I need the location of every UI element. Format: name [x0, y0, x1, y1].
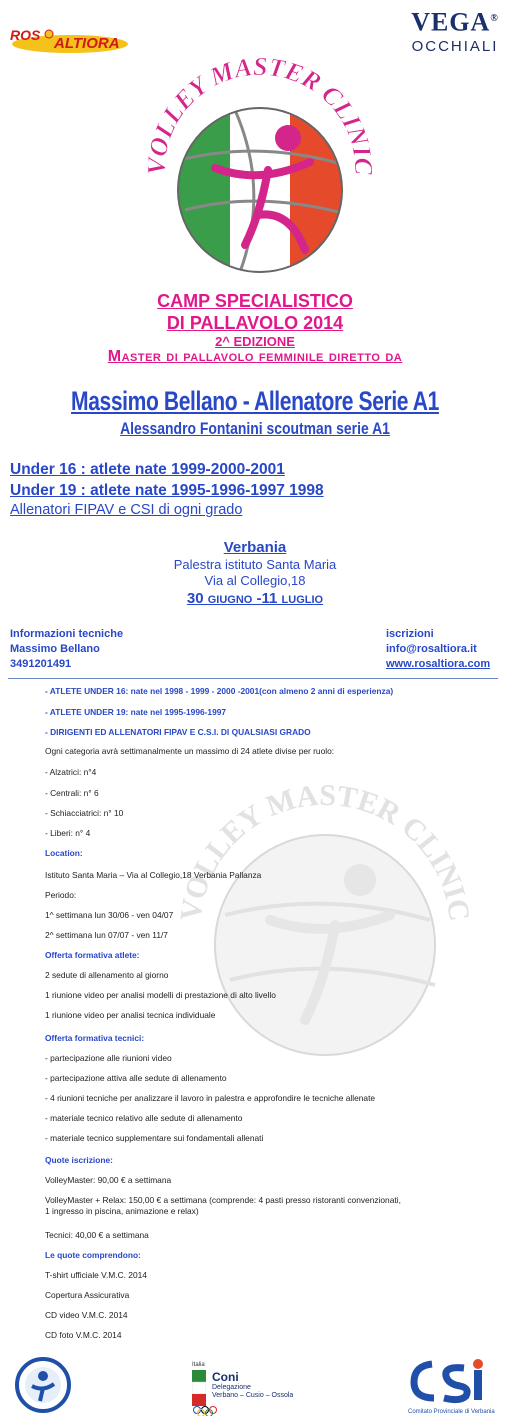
title-line1: CAMP SPECIALISTICO	[157, 291, 353, 311]
detail-line: Ogni categoria avrà settimanalmente un massimo di 24 atlete divise per ruolo:	[45, 746, 335, 756]
detail-line: VolleyMaster + Relax: 150,00 € a settimana (comprende: 4 pasti presso ristoranti convenzionati,	[45, 1195, 401, 1205]
detail-line: Copertura Assicurativa	[45, 1290, 130, 1300]
section-heading: - DIRIGENTI ED ALLENATORI FIPAV E C.S.I. DI QUALSIASI GRADO	[45, 727, 311, 737]
contact-tech-phone: 3491201491	[10, 658, 72, 670]
detail-line-continued: 1 ingresso in piscina, animazione e relax)	[45, 1206, 199, 1216]
section-heading: Offerta formativa atlete:	[45, 950, 140, 960]
master-line: Master di pallavolo femminile diretto da	[107, 348, 403, 365]
watermark-logo	[180, 780, 470, 1070]
edition-label: 2^ EDIZIONE	[215, 334, 295, 349]
detail-line: Istituto Santa Maria – Via al Collegio,18 Verbania Pallanza	[45, 870, 262, 880]
contact-registration	[386, 627, 490, 672]
detail-line: Periodo:	[45, 890, 77, 900]
contact-tech	[10, 627, 123, 672]
head-coach: Massimo Bellano - Allenatore Serie A1	[71, 386, 439, 416]
vega-registered: ®	[490, 13, 499, 24]
detail-line: - Centrali: n° 6	[45, 788, 99, 798]
contact-tech-name: Massimo Bellano	[10, 643, 100, 655]
venue-city: Verbania	[223, 539, 287, 556]
venue-street: Via al Collegio,18	[204, 573, 306, 588]
section-heading: Le quote comprendono:	[45, 1250, 141, 1260]
camp-dates: 30 giugno -11 luglio	[186, 590, 324, 607]
fipav-logo	[14, 1356, 72, 1414]
watermark-text: OLLEY MASTER CLINI	[180, 780, 470, 904]
section-heading: Offerta formativa tecnici:	[45, 1033, 145, 1043]
csi-sub: Comitato Provinciale di Verbania	[408, 1409, 495, 1415]
volley-master-clinic-logo	[140, 50, 380, 280]
main-logo-text: VOLLEY MASTER CLINIC	[141, 51, 379, 176]
detail-line: CD video V.M.C. 2014	[45, 1310, 128, 1320]
scoutman: Alessandro Fontanini scoutman serie A1	[120, 419, 390, 438]
coni-name: Coni	[212, 1370, 239, 1384]
detail-line: - Alzatrici: n°4	[45, 767, 97, 777]
venue-place: Palestra istituto Santa Maria	[173, 557, 337, 572]
detail-line: VolleyMaster: 90,00 € a settimana	[45, 1175, 172, 1185]
detail-line: 1 riunione video per analisi tecnica individuale	[45, 1010, 216, 1020]
csi-logo	[408, 1358, 500, 1414]
vega-occhiali-logo	[405, 4, 505, 62]
category-coaches: Allenatori FIPAV e CSI di ogni grado	[10, 502, 243, 518]
detail-line: 2^ settimana lun 07/07 - ven 11/7	[45, 930, 168, 940]
coni-country: Italia	[192, 1362, 205, 1368]
svg-text:ROS: ROS	[10, 27, 41, 43]
section-heading: Quote iscrizione:	[45, 1155, 113, 1165]
section-heading: - ATLETE UNDER 19: nate nel 1995-1996-1997	[45, 707, 227, 717]
detail-line: - Schiacciatrici: n° 10	[45, 808, 124, 818]
detail-line: 1^ settimana lun 30/06 - ven 04/07	[45, 910, 174, 920]
section-heading: Location:	[45, 848, 83, 858]
svg-text:ALTIORA: ALTIORA	[54, 35, 120, 52]
contact-tech-title: Informazioni tecniche	[10, 628, 124, 640]
rosaltiora-logo	[8, 22, 132, 56]
detail-line: 2 sedute di allenamento al giorno	[45, 970, 169, 980]
detail-line: T-shirt ufficiale V.M.C. 2014	[45, 1270, 147, 1280]
registration-email[interactable]: info@rosaltiora.it	[386, 643, 477, 655]
vega-name: VEGA	[411, 7, 491, 37]
vega-sub: OCCHIALI	[411, 37, 499, 55]
divider	[8, 678, 498, 679]
section-heading: - ATLETE UNDER 16: nate nel 1998 - 1999 - 2000 -2001(con almeno 2 anni di esperienza)	[45, 686, 394, 696]
detail-line: CD foto V.M.C. 2014	[45, 1330, 122, 1340]
detail-line: Tecnici: 40,00 € a settimana	[45, 1230, 149, 1240]
detail-line: - Liberi: n° 4	[45, 828, 91, 838]
detail-line: - materiale tecnico relativo alle sedute di allenamento	[45, 1113, 243, 1123]
detail-line: - partecipazione alle riunioni video	[45, 1053, 172, 1063]
coni-logo	[192, 1362, 322, 1412]
category-under19: Under 19 : atlete nate 1995-1996-1997 1998	[10, 482, 324, 499]
coni-sub1: Delegazione	[212, 1384, 251, 1391]
detail-line: - materiale tecnico supplementare sui fondamentali allenati	[45, 1133, 264, 1143]
detail-line: - 4 riunioni tecniche per analizzare il lavoro in palestra e approfondire le tecniche allenate	[45, 1093, 376, 1103]
registration-title: iscrizioni	[386, 628, 434, 640]
title-line2: DI PALLAVOLO 2014	[166, 313, 344, 333]
category-under16: Under 16 : atlete nate 1999-2000-2001	[10, 461, 285, 478]
detail-line: 1 riunione video per analisi modelli di prestazione di alto livello	[45, 990, 276, 1000]
coni-sub2: Verbano – Cusio – Ossola	[212, 1392, 294, 1399]
registration-website[interactable]: www.rosaltiora.com	[386, 658, 491, 670]
detail-line: - partecipazione attiva alle sedute di allenamento	[45, 1073, 227, 1083]
